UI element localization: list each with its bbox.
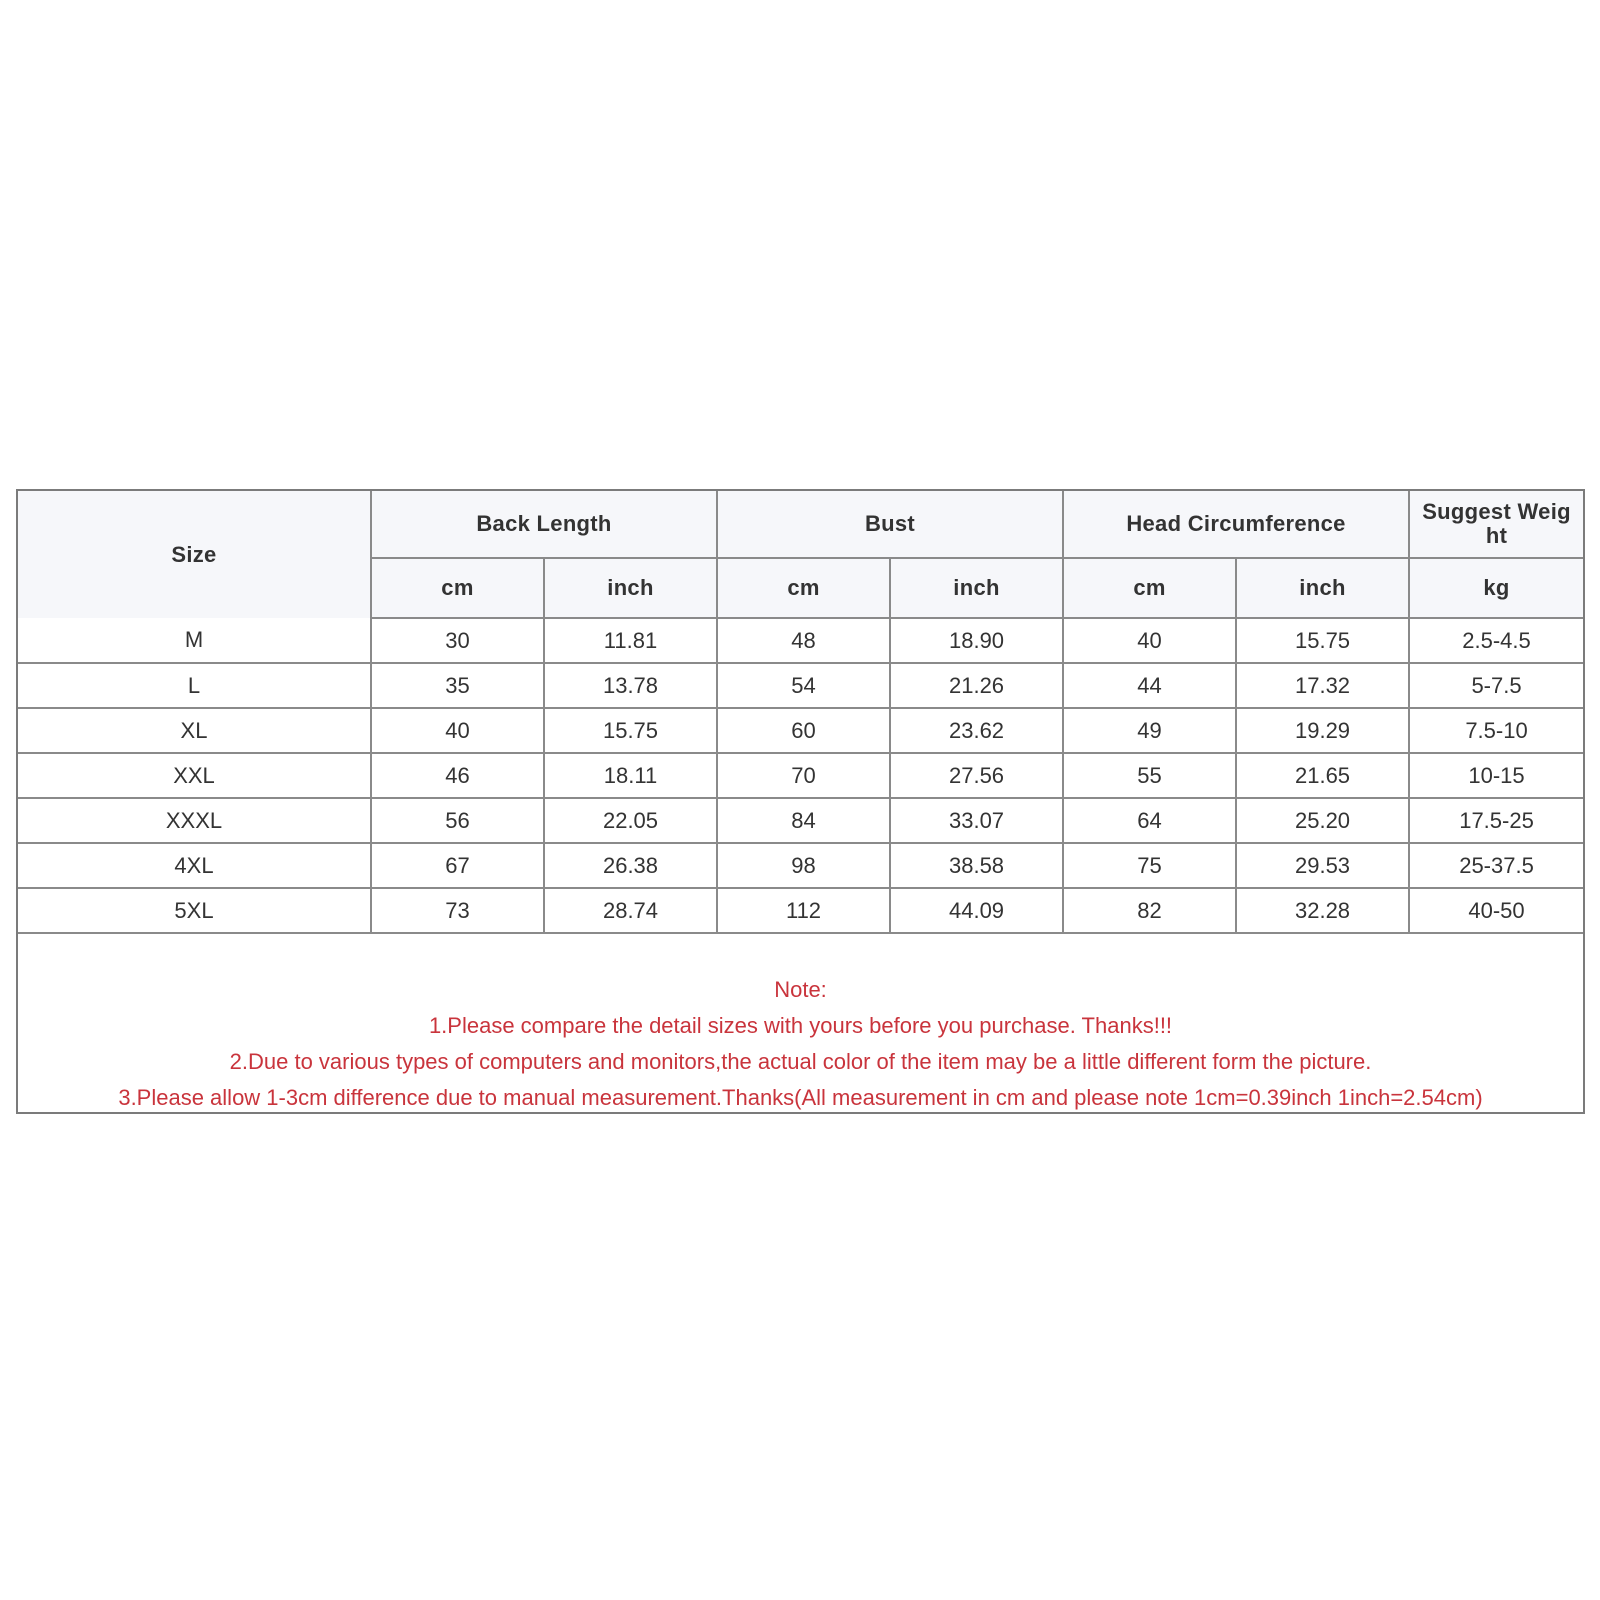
size-cell: 4XL bbox=[18, 843, 371, 888]
weight-kg-header: kg bbox=[1409, 558, 1583, 618]
size-chart bbox=[16, 489, 1585, 1114]
bust-cm-cell: 54 bbox=[717, 663, 890, 708]
head-inch-cell: 17.32 bbox=[1236, 663, 1409, 708]
head-inch-cell: 32.28 bbox=[1236, 888, 1409, 933]
size-cell: M bbox=[18, 618, 371, 663]
size-cell: L bbox=[18, 663, 371, 708]
back-inch-cell: 28.74 bbox=[544, 888, 717, 933]
weight-kg-cell: 5-7.5 bbox=[1409, 663, 1583, 708]
head-cm-header: cm bbox=[1063, 558, 1236, 618]
head-cm-cell: 55 bbox=[1063, 753, 1236, 798]
back-length-header: Back Length bbox=[371, 491, 717, 558]
head-inch-cell: 29.53 bbox=[1236, 843, 1409, 888]
table-row bbox=[18, 753, 1583, 798]
bust-cm-cell: 70 bbox=[717, 753, 890, 798]
head-cm-cell: 75 bbox=[1063, 843, 1236, 888]
weight-kg-cell: 2.5-4.5 bbox=[1409, 618, 1583, 663]
table-row bbox=[18, 843, 1583, 888]
weight-kg-cell: 17.5-25 bbox=[1409, 798, 1583, 843]
back-inch-cell: 26.38 bbox=[544, 843, 717, 888]
back-inch-cell: 13.78 bbox=[544, 663, 717, 708]
back-inch-cell: 22.05 bbox=[544, 798, 717, 843]
back-cm-cell: 35 bbox=[371, 663, 544, 708]
size-table bbox=[18, 491, 1583, 934]
back-length-cm-header: cm bbox=[371, 558, 544, 618]
back-inch-cell: 18.11 bbox=[544, 753, 717, 798]
bust-inch-cell: 21.26 bbox=[890, 663, 1063, 708]
weight-kg-cell: 40-50 bbox=[1409, 888, 1583, 933]
bust-cm-cell: 112 bbox=[717, 888, 890, 933]
note-line-1: 1.Please compare the detail sizes with yours before you purchase. Thanks!!! bbox=[428, 1013, 1173, 1038]
note-line-3: 3.Please allow 1-3cm difference due to manual measurement.Thanks(All measurement in cm and please note 1cm=0.39inch 1inch=2.54cm) bbox=[118, 1085, 1483, 1110]
weight-kg-cell: 7.5-10 bbox=[1409, 708, 1583, 753]
size-cell: XXL bbox=[18, 753, 371, 798]
head-circumference-header: Head Circumference bbox=[1063, 491, 1409, 558]
head-inch-cell: 15.75 bbox=[1236, 618, 1409, 663]
weight-kg-cell: 10-15 bbox=[1409, 753, 1583, 798]
note-title: Note: bbox=[774, 977, 827, 1002]
table-row bbox=[18, 798, 1583, 843]
back-inch-cell: 11.81 bbox=[544, 618, 717, 663]
back-length-inch-header: inch bbox=[544, 558, 717, 618]
size-cell: XL bbox=[18, 708, 371, 753]
back-inch-cell: 15.75 bbox=[544, 708, 717, 753]
back-cm-cell: 30 bbox=[371, 618, 544, 663]
back-cm-cell: 46 bbox=[371, 753, 544, 798]
note-line-2: 2.Due to various types of computers and monitors,the actual color of the item may be a little different form the picture. bbox=[229, 1049, 1372, 1074]
bust-inch-cell: 23.62 bbox=[890, 708, 1063, 753]
table-row bbox=[18, 618, 1583, 663]
head-cm-cell: 82 bbox=[1063, 888, 1236, 933]
bust-inch-cell: 27.56 bbox=[890, 753, 1063, 798]
size-cell: 5XL bbox=[18, 888, 371, 933]
bust-inch-cell: 38.58 bbox=[890, 843, 1063, 888]
head-cm-cell: 64 bbox=[1063, 798, 1236, 843]
back-cm-cell: 56 bbox=[371, 798, 544, 843]
size-cell: XXXL bbox=[18, 798, 371, 843]
weight-kg-cell: 25-37.5 bbox=[1409, 843, 1583, 888]
table-row bbox=[18, 708, 1583, 753]
head-cm-cell: 40 bbox=[1063, 618, 1236, 663]
back-cm-cell: 40 bbox=[371, 708, 544, 753]
back-cm-cell: 67 bbox=[371, 843, 544, 888]
bust-cm-cell: 48 bbox=[717, 618, 890, 663]
bust-cm-cell: 84 bbox=[717, 798, 890, 843]
size-column-header: Size bbox=[18, 491, 371, 618]
bust-header: Bust bbox=[717, 491, 1063, 558]
bust-cm-header: cm bbox=[717, 558, 890, 618]
table-row bbox=[18, 888, 1583, 933]
bust-inch-cell: 44.09 bbox=[890, 888, 1063, 933]
table-row bbox=[18, 663, 1583, 708]
bust-cm-cell: 98 bbox=[717, 843, 890, 888]
head-inch-cell: 21.65 bbox=[1236, 753, 1409, 798]
bust-inch-cell: 33.07 bbox=[890, 798, 1063, 843]
back-cm-cell: 73 bbox=[371, 888, 544, 933]
bust-cm-cell: 60 bbox=[717, 708, 890, 753]
head-inch-header: inch bbox=[1236, 558, 1409, 618]
bust-inch-header: inch bbox=[890, 558, 1063, 618]
head-inch-cell: 25.20 bbox=[1236, 798, 1409, 843]
notes-section bbox=[18, 934, 1583, 1112]
head-cm-cell: 44 bbox=[1063, 663, 1236, 708]
head-cm-cell: 49 bbox=[1063, 708, 1236, 753]
bust-inch-cell: 18.90 bbox=[890, 618, 1063, 663]
head-inch-cell: 19.29 bbox=[1236, 708, 1409, 753]
suggest-weight-header: Suggest Weight bbox=[1409, 491, 1583, 558]
